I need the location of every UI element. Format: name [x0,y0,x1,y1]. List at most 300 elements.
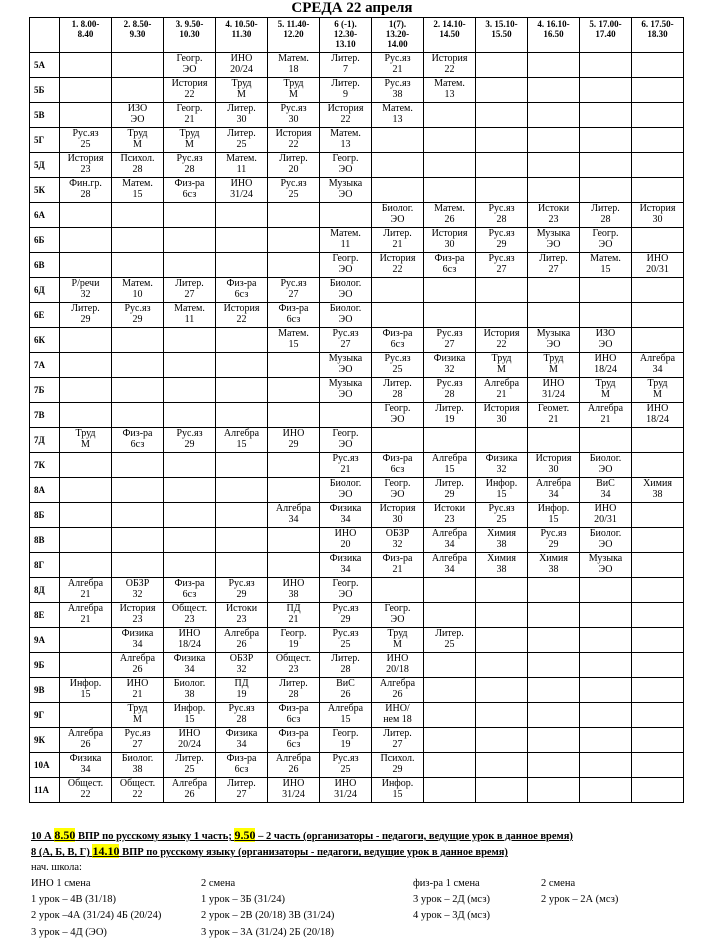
lesson-cell: ИНО 29 [268,428,320,453]
lesson-cell [424,728,476,753]
lesson-cell: Рус.яз 25 [320,753,372,778]
schedule-table [29,17,684,803]
lesson-cell: Труд М [164,128,216,153]
lesson-cell [164,253,216,278]
lesson-cell [424,603,476,628]
lesson-cell [164,378,216,403]
class-row [30,103,684,128]
lesson-cell: Физ-ра 6сз [164,578,216,603]
lesson-cell: Инфор. 15 [164,703,216,728]
lesson-cell [60,103,112,128]
lesson-cell: Физ-ра 6сз [216,753,268,778]
class-row [30,678,684,703]
lesson-cell: Рус.яз 28 [424,378,476,403]
lesson-cell: Рус.яз 28 [476,203,528,228]
lesson-cell: Литер. 28 [268,678,320,703]
lesson-cell [112,453,164,478]
lesson-cell [216,328,268,353]
lesson-cell [528,278,580,303]
class-row [30,53,684,78]
lesson-cell [372,578,424,603]
notes [31,827,701,941]
time-header-row [30,18,684,53]
lesson-cell [372,428,424,453]
lesson-cell: Геогр. ЭО [320,253,372,278]
lesson-cell [476,628,528,653]
class-row [30,403,684,428]
lesson-cell: Труд М [112,703,164,728]
lesson-cell: Литер. 27 [372,728,424,753]
lesson-cell: Труд М [216,78,268,103]
lesson-cell [476,778,528,803]
lesson-cell [268,253,320,278]
lesson-cell: Истоки 23 [528,203,580,228]
class-label: 6Д [30,278,60,303]
lesson-cell: Рус.яз 21 [372,53,424,78]
class-label: 8Д [30,578,60,603]
time-header-2: 2. 8.50- 9.30 [112,18,164,53]
lesson-cell [580,178,632,203]
lesson-cell [164,228,216,253]
lesson-cell [528,53,580,78]
lesson-cell [476,753,528,778]
lesson-cell: Литер. 27 [528,253,580,278]
lesson-cell [268,353,320,378]
lesson-cell: Фин.гр. 28 [60,178,112,203]
lesson-cell: Физ-ра 6сз [112,428,164,453]
lesson-cell: Геогр. ЭО [320,428,372,453]
lesson-cell: ИНО 21 [112,678,164,703]
lesson-cell: Рус.яз 29 [164,428,216,453]
lesson-cell [268,203,320,228]
lesson-cell [632,503,684,528]
class-label: 5Д [30,153,60,178]
lesson-cell: История 23 [60,153,112,178]
lesson-cell [372,153,424,178]
lesson-cell: Рус.яз 21 [320,453,372,478]
lesson-cell: Алгебра 21 [60,603,112,628]
lesson-cell: Физ-ра 6сз [424,253,476,278]
lesson-cell [60,478,112,503]
lesson-cell: ИНО/ нем 18 [372,703,424,728]
class-row [30,578,684,603]
class-row [30,628,684,653]
class-row [30,503,684,528]
lesson-cell [424,678,476,703]
lesson-cell [164,403,216,428]
lesson-cell [216,228,268,253]
lesson-cell: Физ-ра 6сз [164,178,216,203]
lesson-cell [112,253,164,278]
lesson-cell: Труд М [580,378,632,403]
lesson-cell [632,78,684,103]
lesson-cell: История 30 [372,503,424,528]
lesson-cell [60,503,112,528]
lesson-cell [476,303,528,328]
lesson-cell: Рус.яз 29 [112,303,164,328]
class-row [30,553,684,578]
lesson-cell: Физика 32 [424,353,476,378]
note-10a-part1: ВПР по русскому языку 1 часть; [75,831,235,842]
lesson-cell: Алгебра 26 [372,678,424,703]
lesson-cell: Музыка ЭО [320,378,372,403]
class-row [30,653,684,678]
lesson-cell: Физ-ра 6сз [216,278,268,303]
class-label: 10А [30,753,60,778]
lesson-cell: Музыка ЭО [320,178,372,203]
lesson-cell [268,228,320,253]
class-row [30,478,684,503]
lesson-cell: Алгебра 26 [164,778,216,803]
lesson-cell: Физика 34 [164,653,216,678]
page-title: СРЕДА 22 апреля [291,0,413,16]
note-10a-time1: 8.50 [54,828,76,842]
time-header-9: 3. 15.10- 15.50 [476,18,528,53]
lesson-cell [476,78,528,103]
lesson-cell [216,378,268,403]
lesson-cell [424,178,476,203]
lesson-cell: Общест. 23 [164,603,216,628]
primary-note-cell: 3 урок – 2Д (мсз) [413,894,490,906]
time-header-11: 5. 17.00- 17.40 [580,18,632,53]
lesson-cell [476,728,528,753]
lesson-cell [268,453,320,478]
lesson-cell [320,203,372,228]
lesson-cell: Музыка ЭО [580,553,632,578]
lesson-cell [112,78,164,103]
lesson-cell: ИНО 20/18 [372,653,424,678]
lesson-cell: Биолог. ЭО [580,453,632,478]
time-header-7: 1(7). 13.20- 14.00 [372,18,424,53]
primary-school-label: нач. школа: [31,861,82,873]
lesson-cell: Геогр. 19 [268,628,320,653]
lesson-cell: Матем. 15 [580,253,632,278]
lesson-cell: Матем. 10 [112,278,164,303]
lesson-cell: Рус.яз 25 [268,178,320,203]
lesson-cell: Алгебра 15 [424,453,476,478]
time-header-6: 6 (-1). 12.30- 13.10 [320,18,372,53]
class-label: 6В [30,253,60,278]
lesson-cell: Инфор. 15 [528,503,580,528]
lesson-cell [60,528,112,553]
lesson-cell: Труд М [112,128,164,153]
lesson-cell: ОБЗР 32 [372,528,424,553]
lesson-cell [112,53,164,78]
lesson-cell [424,103,476,128]
lesson-cell: Рус.яз 29 [320,603,372,628]
lesson-cell: Труд М [632,378,684,403]
lesson-cell [164,453,216,478]
lesson-cell [528,703,580,728]
primary-note-cell: 2 урок – 2А (мсз) [541,894,619,906]
class-label: 8А [30,478,60,503]
lesson-cell: Алгебра 26 [268,753,320,778]
lesson-cell: Физика 32 [476,453,528,478]
lesson-cell: Матем. 11 [216,153,268,178]
lesson-cell [60,228,112,253]
lesson-cell: Алгебра 15 [216,428,268,453]
lesson-cell [60,453,112,478]
lesson-cell [580,728,632,753]
lesson-cell: История 23 [112,603,164,628]
primary-note-row [31,876,701,892]
lesson-cell [476,278,528,303]
lesson-cell [580,778,632,803]
lesson-cell [424,578,476,603]
lesson-cell: История 22 [268,128,320,153]
lesson-cell: Матем. 18 [268,53,320,78]
lesson-cell [580,653,632,678]
class-row [30,353,684,378]
primary-note-cell: 1 урок – 3Б (31/24) [201,894,286,906]
class-row [30,428,684,453]
class-row [30,528,684,553]
lesson-cell [112,378,164,403]
class-row [30,253,684,278]
lesson-cell [60,628,112,653]
lesson-cell [580,678,632,703]
lesson-cell [216,553,268,578]
lesson-cell: Рус.яз 25 [372,353,424,378]
lesson-cell [164,503,216,528]
class-label: 5К [30,178,60,203]
lesson-cell [528,78,580,103]
lesson-cell: ПД 21 [268,603,320,628]
lesson-cell: История 30 [528,453,580,478]
time-header-8: 2. 14.10- 14.50 [424,18,476,53]
lesson-cell: Рус.яз 30 [268,103,320,128]
lesson-cell: ИНО 31/24 [216,178,268,203]
lesson-cell: Литер. 29 [60,303,112,328]
lesson-cell [216,203,268,228]
lesson-cell: Рус.яз 25 [476,503,528,528]
lesson-cell: Алгебра 21 [476,378,528,403]
lesson-cell [424,653,476,678]
note-8-text: ВПР по русскому языку (организаторы - педагоги, ведущие урок в данное время) [119,847,508,859]
class-row [30,303,684,328]
class-label: 5Б [30,78,60,103]
lesson-cell: Физ-ра 6сз [268,728,320,753]
lesson-cell: Алгебра 34 [424,553,476,578]
lesson-cell [216,253,268,278]
lesson-cell: Труд М [476,353,528,378]
lesson-cell: Литер. 29 [424,478,476,503]
class-row [30,128,684,153]
class-label: 7А [30,353,60,378]
lesson-cell [164,528,216,553]
lesson-cell [580,603,632,628]
lesson-cell [112,503,164,528]
lesson-cell: Биолог. ЭО [320,278,372,303]
lesson-cell: Физ-ра 6сз [372,328,424,353]
lesson-cell: Рус.яз 38 [372,78,424,103]
lesson-cell [268,403,320,428]
class-row [30,378,684,403]
lesson-cell [632,303,684,328]
primary-note-row [31,908,701,924]
lesson-cell: Матем. 11 [164,303,216,328]
lesson-cell [632,653,684,678]
lesson-cell: Физика 34 [320,503,372,528]
lesson-cell [268,478,320,503]
lesson-cell: Литер. 20 [268,153,320,178]
lesson-cell: ИЗО ЭО [112,103,164,128]
lesson-cell: Литер. 28 [320,653,372,678]
time-header-5: 5. 11.40- 12.20 [268,18,320,53]
class-label: 8В [30,528,60,553]
lesson-cell [424,303,476,328]
lesson-cell: Литер. 21 [372,228,424,253]
lesson-cell [632,328,684,353]
lesson-cell [164,353,216,378]
lesson-cell [580,128,632,153]
lesson-cell [424,153,476,178]
lesson-cell [216,453,268,478]
lesson-cell [580,578,632,603]
lesson-cell [164,328,216,353]
lesson-cell: ОБЗР 32 [216,653,268,678]
lesson-cell [632,753,684,778]
lesson-cell [424,128,476,153]
lesson-cell [632,678,684,703]
lesson-cell: Рус.яз 27 [476,253,528,278]
lesson-cell: Музыка ЭО [320,353,372,378]
lesson-cell [476,103,528,128]
class-label: 9А [30,628,60,653]
lesson-cell [476,578,528,603]
lesson-cell [372,178,424,203]
lesson-cell: Труд М [528,353,580,378]
lesson-cell [632,778,684,803]
lesson-cell: История 22 [320,103,372,128]
class-label: 7Д [30,428,60,453]
note-10a-part2: – 2 часть (организаторы - педагоги, ведущие урок в данное время) [255,831,573,842]
lesson-cell [268,528,320,553]
lesson-cell [164,478,216,503]
lesson-cell [372,128,424,153]
lesson-cell: Матем. 15 [268,328,320,353]
lesson-cell: Литер. 7 [320,53,372,78]
lesson-cell [60,328,112,353]
primary-note-row [31,892,701,908]
lesson-cell: История 22 [164,78,216,103]
lesson-cell: Физика 34 [60,753,112,778]
lesson-cell [528,653,580,678]
lesson-cell: ВиС 26 [320,678,372,703]
lesson-cell [216,528,268,553]
lesson-cell: Инфор. 15 [60,678,112,703]
lesson-cell [424,428,476,453]
class-label: 11А [30,778,60,803]
lesson-cell: Алгебра 26 [216,628,268,653]
lesson-cell [268,553,320,578]
class-label: 5А [30,53,60,78]
lesson-cell [476,178,528,203]
class-label: 6Б [30,228,60,253]
class-label: 8Е [30,603,60,628]
lesson-cell [476,153,528,178]
class-row [30,753,684,778]
lesson-cell [632,528,684,553]
lesson-cell: Литер. 27 [164,278,216,303]
lesson-cell [164,553,216,578]
lesson-cell: История 30 [476,403,528,428]
lesson-cell [216,478,268,503]
lesson-cell: Труд М [60,428,112,453]
class-row [30,703,684,728]
class-row [30,203,684,228]
lesson-cell: Химия 38 [632,478,684,503]
lesson-cell [632,703,684,728]
class-label: 9Б [30,653,60,678]
lesson-cell [580,628,632,653]
time-header-10: 4. 16.10- 16.50 [528,18,580,53]
primary-note-cell: 2 урок –4А (31/24) 4Б (20/24) [31,910,162,922]
lesson-cell [476,128,528,153]
time-header-3: 3. 9.50- 10.30 [164,18,216,53]
lesson-cell: ПД 19 [216,678,268,703]
lesson-cell: ИНО 31/24 [528,378,580,403]
lesson-cell [632,178,684,203]
lesson-cell: Психол. 28 [112,153,164,178]
lesson-cell: Рус.яз 28 [216,703,268,728]
lesson-cell [528,153,580,178]
class-label: 7В [30,403,60,428]
lesson-cell [112,478,164,503]
lesson-cell: Геогр. ЭО [580,228,632,253]
lesson-cell: Физика 34 [112,628,164,653]
lesson-cell [528,628,580,653]
lesson-cell [580,278,632,303]
class-row [30,728,684,753]
lesson-cell [632,553,684,578]
lesson-cell: История 22 [476,328,528,353]
lesson-cell: Геогр. ЭО [372,478,424,503]
lesson-cell [528,428,580,453]
primary-note-cell: 4 урок – 3Д (мсз) [413,910,490,922]
class-label: 6А [30,203,60,228]
primary-note-cell: 2 смена [201,877,236,889]
lesson-cell [60,378,112,403]
lesson-cell [112,228,164,253]
lesson-cell: Алгебра 34 [528,478,580,503]
class-label: 5В [30,103,60,128]
lesson-cell [112,403,164,428]
lesson-cell [112,203,164,228]
primary-note-cell: 2 смена [541,877,576,889]
lesson-cell: Геогр. ЭО [372,603,424,628]
lesson-cell: Геогр. ЭО [372,403,424,428]
note-10a-time2: 9.50 [234,828,256,842]
lesson-cell [580,428,632,453]
lesson-cell [372,303,424,328]
lesson-cell: Биолог. ЭО [580,528,632,553]
lesson-cell: Литер. 9 [320,78,372,103]
lesson-cell: ВиС 34 [580,478,632,503]
lesson-cell: Матем. 13 [424,78,476,103]
lesson-cell: ИНО 18/24 [632,403,684,428]
class-row [30,603,684,628]
lesson-cell: Рус.яз 27 [112,728,164,753]
lesson-cell [60,653,112,678]
class-label: 8Б [30,503,60,528]
lesson-cell: Алгебра 34 [424,528,476,553]
lesson-cell: Музыка ЭО [528,328,580,353]
lesson-cell: Рус.яз 27 [424,328,476,353]
lesson-cell: Рус.яз 28 [164,153,216,178]
lesson-cell [528,128,580,153]
class-row [30,778,684,803]
